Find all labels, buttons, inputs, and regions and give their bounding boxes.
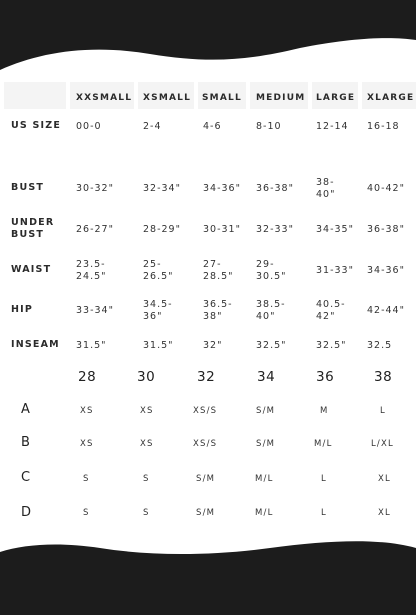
size-header: SMALL [202,93,242,103]
table-cell: 40-42" [367,183,405,194]
table-cell: 34-35" [316,224,354,235]
table-cell: 8-10 [256,121,282,132]
fit-cell: XL [378,474,391,484]
fit-cell: S/M [196,474,216,484]
fit-cell: S [143,474,150,484]
table-cell: 28-29" [143,224,181,235]
table-cell: 32-34" [143,183,181,194]
fit-cell: L [321,474,327,484]
fit-cell: XS [140,406,154,416]
fit-cell: M/L [255,474,274,484]
table-cell: 32-33" [256,224,294,235]
table-cell: 32.5" [316,340,347,351]
fit-cell: L/XL [371,439,394,449]
table-cell: 16-18 [367,121,400,132]
table-cell: 25- 26.5" [143,259,174,282]
fit-cell: XS [80,406,94,416]
fit-cell: XS/S [193,406,218,416]
table-cell: 23.5- 24.5" [76,259,107,282]
fit-cell: M/L [314,439,333,449]
fit-cell: XS [140,439,154,449]
table-cell: 30-32" [76,183,114,194]
header-corner-cell [4,82,66,109]
table-cell: 40.5- 42" [316,299,346,322]
fit-cell: S [83,508,90,518]
table-cell: 33-34" [76,305,114,316]
fit-cell: XS [80,439,94,449]
table-cell: 12-14 [316,121,349,132]
row-label-waist: WAIST [11,264,52,275]
table-cell: 31.5" [143,340,174,351]
fit-cell: L [380,406,386,416]
table-cell: 31.5" [76,340,107,351]
row-label-bust: BUST [11,182,45,193]
fit-label-b: B [21,435,30,450]
fit-cell: S/M [196,508,216,518]
fit-cell: M [320,406,329,416]
row-label-inseam: INSEAM [11,339,60,350]
table-cell: 42-44" [367,305,405,316]
waist-size: 30 [137,369,156,385]
row-label-hip: HIP [11,304,34,315]
table-cell: 32" [203,340,223,351]
waist-size: 34 [257,369,276,385]
waist-size: 28 [78,369,97,385]
table-cell: 29- 30.5" [256,259,287,282]
table-cell: 2-4 [143,121,162,132]
table-cell: 4-6 [203,121,222,132]
size-header: XLARGE [367,93,415,103]
table-cell: 27- 28.5" [203,259,234,282]
table-cell: 38.5- 40" [256,299,286,322]
waist-size: 38 [374,369,393,385]
waist-size: 36 [316,369,335,385]
table-cell: 34.5- 36" [143,299,173,322]
fit-label-c: C [21,470,31,485]
waist-size: 32 [197,369,216,385]
fit-label-a: A [21,402,30,417]
fit-label-d: D [21,505,32,520]
table-cell: 36-38" [367,224,405,235]
table-cell: 32.5 [367,340,393,351]
table-cell: 31-33" [316,265,354,276]
fit-cell: L [321,508,327,518]
table-cell: 36-38" [256,183,294,194]
row-label-under-bust: UNDER BUST [11,217,55,240]
table-cell: 26-27" [76,224,114,235]
table-cell: 32.5" [256,340,287,351]
size-header: LARGE [316,93,356,103]
row-label-us-size: US SIZE [11,120,62,131]
table-cell: 38- 40" [316,177,336,200]
fit-cell: XS/S [193,439,218,449]
table-cell: 30-31" [203,224,241,235]
fit-cell: S [83,474,90,484]
table-cell: 36.5- 38" [203,299,233,322]
fit-cell: S/M [256,439,276,449]
size-header: XSMALL [143,93,192,103]
fit-cell: S/M [256,406,276,416]
size-header: MEDIUM [256,93,306,103]
fit-cell: S [143,508,150,518]
table-cell: 00-0 [76,121,102,132]
table-cell: 34-36" [367,265,405,276]
table-cell: 34-36" [203,183,241,194]
fit-cell: XL [378,508,391,518]
size-header: XXSMALL [76,93,133,103]
fit-cell: M/L [255,508,274,518]
